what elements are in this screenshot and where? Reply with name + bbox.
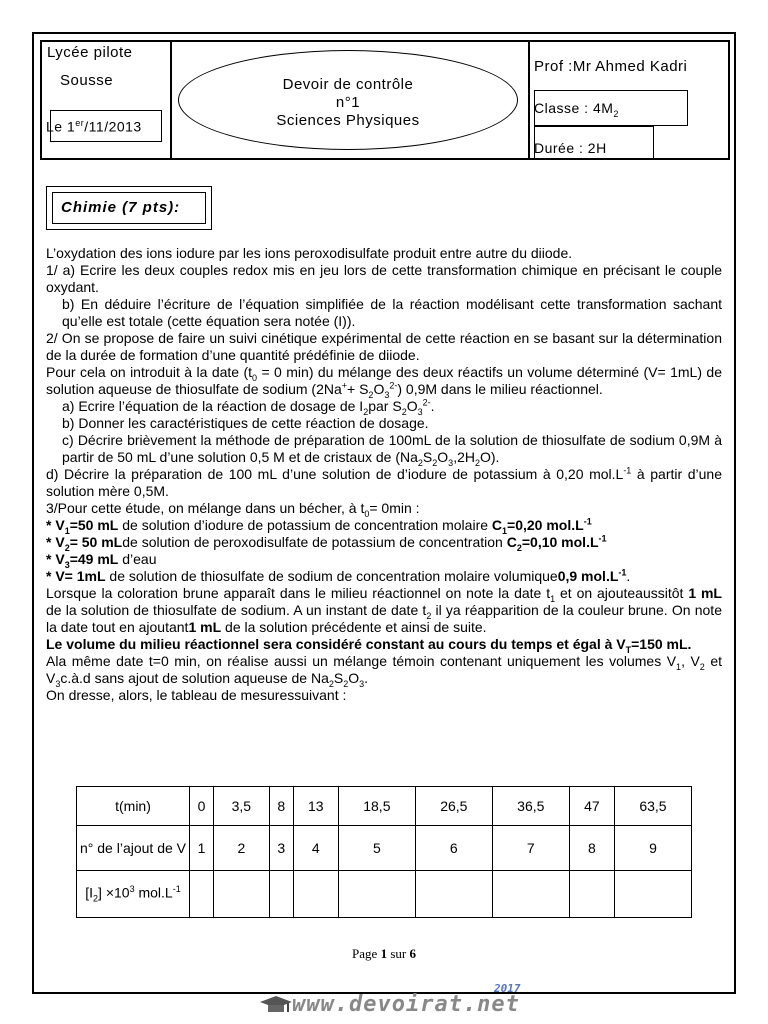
table-cell: 2 — [213, 826, 269, 871]
table-cell: 7 — [492, 826, 569, 871]
paragraph: On dresse, alors, le tableau de mesuressuivant : — [46, 687, 347, 703]
school-city: Sousse — [60, 72, 114, 89]
table-cell — [492, 871, 569, 918]
paragraph: c) Décrire brièvement la méthode de préparation de 100mL de la solution de thiosulfate de sodium 0,9M à partir de 50 mL d’une solution 0,5 M et de cristaux de $(Na_2S_2O_3,2H_2O)$. — [62, 432, 722, 468]
paragraph: a) Ecrire l’équation de la réaction de dosage de $I_2par$ $S_2O_3^{2-}$. — [62, 397, 435, 417]
exam-title — [178, 50, 518, 150]
table-cell — [569, 871, 614, 918]
header-divider — [170, 42, 172, 158]
section-title: Chimie (7 pts): — [52, 192, 206, 224]
table-cell: 6 — [415, 826, 492, 871]
table-row — [77, 871, 692, 918]
watermark-year: 2017 — [494, 982, 521, 995]
table-cell: 3 — [269, 826, 293, 871]
class-label: Classe : $4M_2$ — [534, 100, 619, 119]
watermark-text: www.devoirat.net — [292, 992, 520, 1017]
title-line: n°1 — [335, 94, 361, 111]
table-cell: 8 — [569, 826, 614, 871]
table-cell — [338, 871, 415, 918]
paragraph: L’oxydation des ions iodure par les ions peroxodisulfate produit entre autre du diiode. — [46, 245, 573, 261]
duration-label: Durée : 2H — [534, 140, 607, 156]
school-name: Lycée pilote — [47, 44, 133, 61]
paragraph: b) Donner les caractéristiques de cette réaction de dosage. — [62, 415, 429, 431]
table-cell: 5 — [338, 826, 415, 871]
page-footer: Page 1 sur 6 — [352, 946, 416, 961]
paragraph: * $V_3=49$ mL d’eau — [46, 551, 157, 570]
paragraph: 3/Pour cette étude, on mélange dans un bécher, à $t_0= 0\min$ : — [46, 500, 420, 519]
table-cell: 3,5 — [213, 787, 269, 826]
table-cell: 18,5 — [338, 787, 415, 826]
title-line: Devoir de contrôle — [282, 76, 414, 93]
paragraph: Ala même date t=0 min, on réalise aussi un mélange témoin contenant uniquement les volumes $V_1$, $V_2$ et $V_3c.à.d$ sans ajout de solution aqueuse de $Na_2S_2O_3$. — [46, 653, 722, 689]
measurement-table — [76, 786, 692, 918]
paragraph: 2/ On se propose de faire un suivi cinétique expérimental de cette réaction en se basant sur la détermination de la durée de formation d’une quantité prédéfinie de diiode. — [46, 330, 722, 363]
row-header: $[I_2] \times 10^3$ $mol.L^{-1}$ — [77, 871, 190, 918]
header-divider — [528, 42, 530, 158]
table-cell — [269, 871, 293, 918]
table-cell — [213, 871, 269, 918]
table-row — [77, 787, 692, 826]
exam-date: Le 1er/11/2013 — [46, 118, 142, 135]
teacher-name: Prof :Mr Ahmed Kadri — [534, 58, 688, 75]
table-cell: 13 — [293, 787, 338, 826]
table-cell: 36,5 — [492, 787, 569, 826]
table-cell: 4 — [293, 826, 338, 871]
title-line: Sciences Physiques — [276, 112, 420, 129]
table-cell — [614, 871, 691, 918]
table-cell: 8 — [269, 787, 293, 826]
table-cell: 63,5 — [614, 787, 691, 826]
paragraph: * $V_2= 50$ mLde solution de peroxodisulfate de potassium de concentration $C_2=0,10$ $mol.L^{-1}$ — [46, 533, 607, 553]
table-cell — [190, 871, 214, 918]
table-cell: 26,5 — [415, 787, 492, 826]
paragraph: d) Décrire la préparation de 100 mL d’une solution de d’iodure de potassium à 0,20 $mol.L^{-1}$ à partir d’une solution mère 0,5M. — [46, 465, 722, 499]
paragraph: Le volume du milieu réactionnel sera considéré constant au cours du temps et égal à $V_T=150$ mL. — [46, 636, 692, 655]
table-row — [77, 826, 692, 871]
paragraph: Lorsque la coloration brune apparaît dans le milieu réactionnel on note la date $t_1$ et on ajouteaussitôt 1 mL de la solution de thiosulfate de sodium. A un instant de date $t_2$ il ya réapparition de la couleur brune. On note la date tout en ajoutant1 mL de la solution précédente et ainsi de suite. — [46, 585, 722, 635]
paragraph: 1/ a) Ecrire les deux couples redox mis en jeu lors de cette transformation chimique en précisant le couple oxydant. — [46, 262, 722, 295]
table-cell: 0 — [190, 787, 214, 826]
row-header: n° de l’ajout de V — [77, 826, 190, 871]
row-header: t(min) — [77, 787, 190, 826]
table-cell: 9 — [614, 826, 691, 871]
graduation-cap-icon — [258, 994, 294, 1018]
section-title-box — [46, 186, 212, 230]
watermark — [258, 982, 548, 1022]
exercise-text — [46, 245, 722, 704]
paragraph: * V= 1mL de solution de thiosulfate de sodium de concentration molaire volumique0,9 $mol.L^{-1}$. — [46, 567, 631, 584]
table-cell: 1 — [190, 826, 214, 871]
paragraph: Pour cela on introduit à la date ($t_0 = 0$ min) du mélange des deux réactifs un volume déterminé (V= 1mL) de solution aqueuse de thiosulfate de sodium $(2Na^++ S_2O_3^{2-})$ 0,9M dans le milieu réactionnel. — [46, 364, 722, 400]
paragraph: * $V_1=50$ mL de solution d’iodure de potassium de concentration molaire $C_1=0,20$ $mol.L^{-1}$ — [46, 516, 592, 536]
table-cell — [415, 871, 492, 918]
exam-header — [40, 40, 730, 160]
paragraph: b) En déduire l’écriture de l’équation simplifiée de la réaction modélisant cette transformation sachant qu’elle est totale (cette équation sera notée (I)). — [62, 296, 722, 329]
table-cell — [293, 871, 338, 918]
table-cell: 47 — [569, 787, 614, 826]
